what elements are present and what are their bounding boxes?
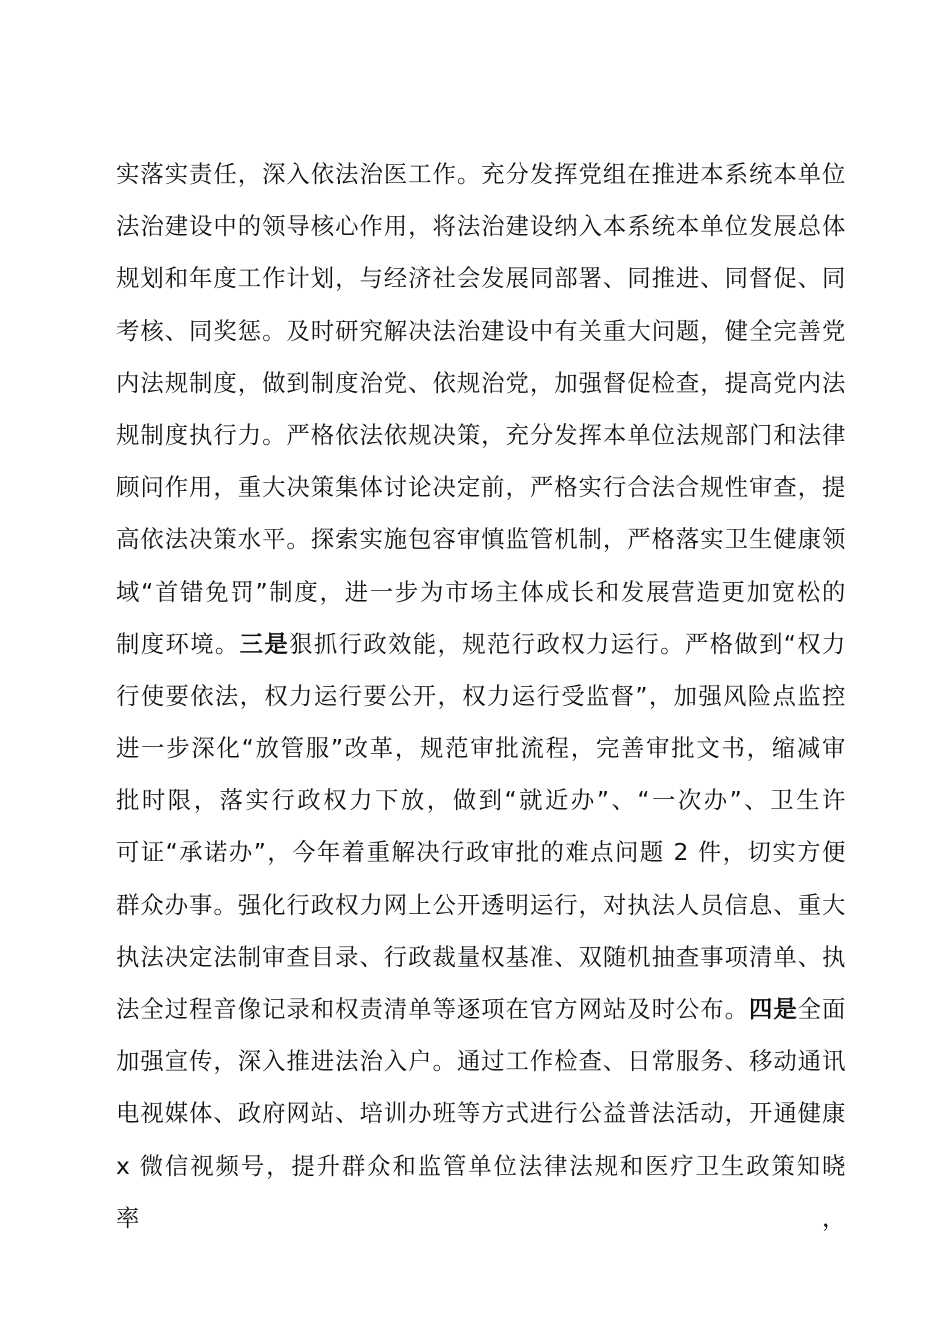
text-line bbox=[116, 983, 846, 1035]
text-line: 高依法决策水平。探索实施包容审慎监管机制，严格落实卫生健康领 bbox=[116, 525, 846, 554]
text-line: 规划和年度工作计划，与经济社会发展同部署、同推进、同督促、同 bbox=[116, 264, 846, 293]
text-line: 电视媒体、政府网站、培训办班等方式进行公益普法活动，开通健康 bbox=[116, 1099, 846, 1128]
text-segment: 制度环境。 bbox=[116, 629, 240, 658]
text-line: 执法决定法制审查目录、行政裁量权基准、双随机抽查事项清单、执 bbox=[116, 942, 846, 971]
text-line: 顾问作用，重大决策集体讨论决定前，严格实行合法合规性审查，提 bbox=[116, 473, 846, 502]
text-line: 进一步深化“放管服”改革，规范审批流程，完善审批文书，缩减审 bbox=[116, 734, 846, 763]
text-line: 实落实责任，深入依法治医工作。充分发挥党组在推进本系统本单位 bbox=[116, 160, 846, 188]
text-segment: 狠抓行政效能，规范行政权力运行。严格做到“权力 bbox=[289, 629, 846, 658]
body-paragraph bbox=[116, 148, 847, 1232]
text-line: 内法规制度，做到制度治党、依规治党，加强督促检查，提高党内法 bbox=[116, 368, 846, 397]
text-line bbox=[116, 618, 846, 670]
bold-heading-marker: 四是 bbox=[748, 995, 798, 1023]
text-line: 批时限，落实行政权力下放，做到“就近办”、“一次办”、卫生许 bbox=[116, 786, 846, 815]
text-segment: 法全过程音像记录和权责清单等逐项在官方网站及时公布。 bbox=[116, 995, 749, 1023]
text-line: 加强宣传，深入推进法治入户。通过工作检查、日常服务、移动通讯 bbox=[116, 1047, 846, 1076]
bold-heading-marker: 三是 bbox=[239, 629, 290, 658]
text-line: x 微信视频号，提升群众和监管单位法律法规和医疗卫生政策知晓率， bbox=[116, 1151, 846, 1232]
text-line: 法治建设中的领导核心作用，将法治建设纳入本系统本单位发展总体 bbox=[116, 212, 846, 241]
text-line: 域“首错免罚”制度，进一步为市场主体成长和发展营造更加宽松的 bbox=[116, 577, 846, 606]
text-line: 考核、同奖惩。及时研究解决法治建设中有关重大问题，健全完善党 bbox=[116, 316, 846, 345]
text-line: 行使要依法，权力运行要公开，权力运行受监督”，加强风险点监控 bbox=[116, 681, 846, 710]
text-line: 群众办事。强化行政权力网上公开透明运行，对执法人员信息、重大 bbox=[116, 890, 846, 919]
text-line: 规制度执行力。严格依法依规决策，充分发挥本单位法规部门和法律 bbox=[116, 420, 846, 449]
text-line: 可证“承诺办”，今年着重解决行政审批的难点问题 2 件，切实方便 bbox=[116, 838, 846, 867]
text-segment: 全面 bbox=[797, 995, 847, 1023]
